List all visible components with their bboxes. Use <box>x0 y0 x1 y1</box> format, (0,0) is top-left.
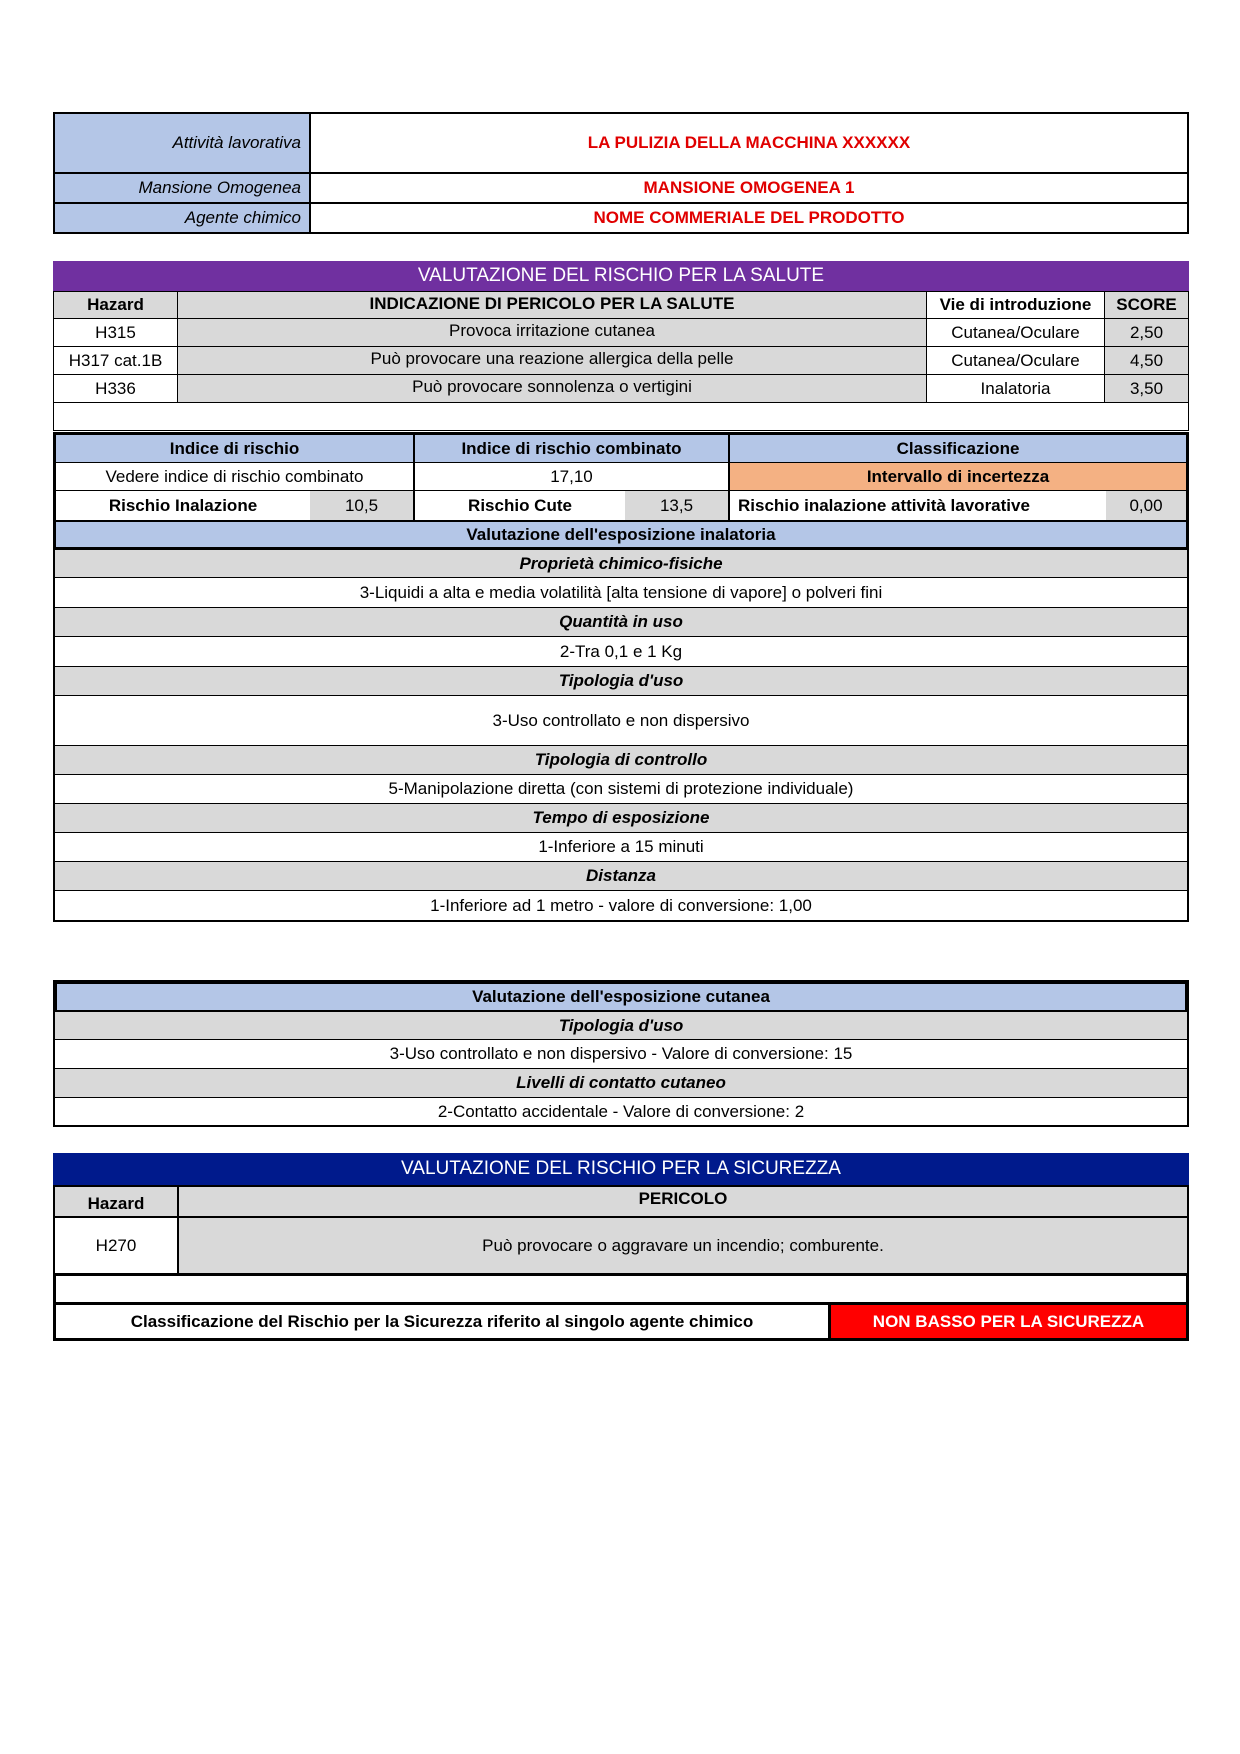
health-row-2-score: 4,50 <box>1104 346 1189 375</box>
safety-hazard: H270 <box>53 1216 179 1275</box>
risk-class-value: Intervallo di incertezza <box>730 463 1186 491</box>
safety-col-danger: PERICOLO <box>177 1185 1189 1218</box>
risk-col-class: Classificazione <box>730 435 1186 463</box>
safety-class-label: Classificazione del Rischio per la Sicurezza riferito al singolo agente chimico <box>53 1302 831 1341</box>
health-row-3-indication: Può provocare sonnolenza o vertigini <box>177 374 927 403</box>
activity-value: LA PULIZIA DELLA MACCHINA XXXXXX <box>311 114 1187 174</box>
inhalation-item-3-label: Tipologia d'uso <box>55 667 1187 696</box>
health-row-2-indication: Può provocare una reazione allergica della pelle <box>177 346 927 375</box>
inhalation-risk-label: Rischio Inalazione <box>108 495 258 515</box>
skin-risk-label: Rischio Cute <box>468 495 572 515</box>
risk-col-index: Indice di rischio <box>56 435 415 463</box>
health-row-3-hazard: H336 <box>53 374 178 403</box>
skin-exposure-table <box>53 980 1189 1127</box>
safety-danger: Può provocare o aggravare un incendio; comburente. <box>177 1216 1189 1275</box>
header-table <box>53 112 1189 234</box>
inhalation-item-4-value: 5-Manipolazione diretta (con sistemi di protezione individuale) <box>55 775 1187 804</box>
inhalation-item-5-label: Tempo di esposizione <box>55 804 1187 833</box>
work-inhalation-value: 0,00 <box>1106 491 1186 520</box>
health-spacer-row <box>53 402 1189 431</box>
safety-col-hazard: Hazard <box>53 1185 179 1218</box>
safety-title: VALUTAZIONE DEL RISCHIO PER LA SICUREZZA <box>53 1153 1189 1185</box>
inhalation-item-4-label: Tipologia di controllo <box>55 746 1187 775</box>
health-row-1-hazard: H315 <box>53 318 178 347</box>
health-row-3-route: Inalatoria <box>926 374 1105 403</box>
skin-item-2-label: Livelli di contatto cutaneo <box>55 1069 1187 1098</box>
risk-combined-value: 17,10 <box>415 463 730 491</box>
risk-index-value: Vedere indice di rischio combinato <box>56 463 415 491</box>
inhalation-item-6-label: Distanza <box>55 862 1187 891</box>
inhalation-item-2-label: Quantità in uso <box>55 608 1187 637</box>
agent-value: NOME COMMERIALE DEL PRODOTTO <box>593 208 905 227</box>
inhalation-item-5-value: 1-Inferiore a 15 minuti <box>55 833 1187 862</box>
inhalation-item-1-value: 3-Liquidi a alta e media volatilità [alta tensione di vapore] o polveri fini <box>55 578 1187 608</box>
health-row-3-score: 3,50 <box>1104 374 1189 403</box>
activity-label: Attività lavorativa <box>55 114 311 174</box>
skin-title: Valutazione dell'esposizione cutanea <box>55 982 1187 1012</box>
health-row-1-indication: Provoca irritazione cutanea <box>177 318 927 347</box>
health-risk-section <box>53 261 1189 431</box>
health-row-1-score: 2,50 <box>1104 318 1189 347</box>
risk-col-combined: Indice di rischio combinato <box>415 435 730 463</box>
safety-risk-section <box>53 1153 1189 1348</box>
inhalation-item-3-value: 3-Uso controllato e non dispersivo <box>55 696 1187 746</box>
inhalation-items <box>53 550 1189 922</box>
safety-spacer-row <box>53 1273 1189 1305</box>
risk-index-table <box>53 432 1189 550</box>
inhalation-risk-value: 10,5 <box>310 491 415 520</box>
skin-item-1-value: 3-Uso controllato e non dispersivo - Valore di conversione: 15 <box>55 1040 1187 1069</box>
skin-item-1-label: Tipologia d'uso <box>55 1012 1187 1040</box>
health-col-hazard: Hazard <box>53 291 178 319</box>
health-row-1-route: Cutanea/Oculare <box>926 318 1105 347</box>
health-col-indication: INDICAZIONE DI PERICOLO PER LA SALUTE <box>177 291 927 319</box>
role-value: MANSIONE OMOGENEA 1 <box>311 174 1187 204</box>
health-row-2-route: Cutanea/Oculare <box>926 346 1105 375</box>
safety-class-value: NON BASSO PER LA SICUREZZA <box>828 1302 1189 1341</box>
health-col-routes: Vie di introduzione <box>926 291 1105 319</box>
role-label: Mansione Omogenea <box>55 174 311 204</box>
health-row-2-hazard: H317 cat.1B <box>53 346 178 375</box>
health-col-score: SCORE <box>1104 291 1189 319</box>
agent-label: Agente chimico <box>55 204 311 232</box>
skin-risk-value: 13,5 <box>625 491 730 520</box>
work-inhalation-label: Rischio inalazione attività lavorative <box>738 495 1030 515</box>
health-title: VALUTAZIONE DEL RISCHIO PER LA SALUTE <box>53 261 1189 291</box>
inhalation-title: Valutazione dell'esposizione inalatoria <box>56 520 1186 547</box>
inhalation-item-1-label: Proprietà chimico-fisiche <box>55 550 1187 578</box>
skin-item-2-value: 2-Contatto accidentale - Valore di conversione: 2 <box>437 1101 805 1121</box>
inhalation-item-6-value: 1-Inferiore ad 1 metro - valore di conversione: 1,00 <box>430 895 812 915</box>
inhalation-item-2-value: 2-Tra 0,1 e 1 Kg <box>55 637 1187 667</box>
